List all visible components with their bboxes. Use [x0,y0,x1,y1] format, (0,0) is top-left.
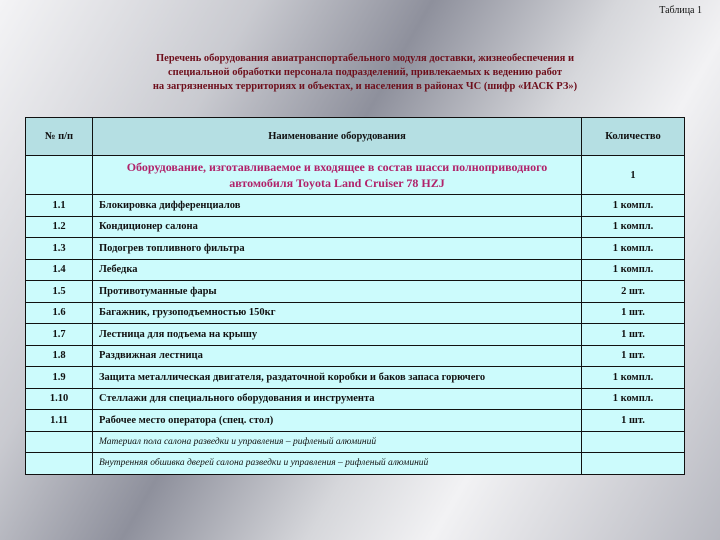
row-number: 1.2 [26,216,93,238]
table-row [26,238,685,260]
row-number: 1.9 [26,367,93,389]
row-quantity: 1 компл. [582,238,685,260]
row-quantity: 1 компл. [582,216,685,238]
row-number: 1.11 [26,410,93,432]
row-number: 1.10 [26,388,93,410]
table-row [26,216,685,238]
row-quantity: 1 компл. [582,259,685,281]
note-quantity [582,453,685,475]
row-quantity: 1 компл. [582,388,685,410]
section-row [26,156,685,195]
row-name: Блокировка дифференциалов [93,195,582,217]
row-quantity: 1 шт. [582,410,685,432]
row-number: 1.8 [26,345,93,367]
row-quantity: 1 шт. [582,345,685,367]
row-number: 1.1 [26,195,93,217]
note-number [26,453,93,475]
title-line: специальной обработки персонала подразделений, привлекаемых к ведению работ [167,67,562,78]
row-quantity: 1 компл. [582,195,685,217]
table-row [26,345,685,367]
note-text: Внутренняя обшивка дверей салона разведки и управления – рифленый алюминий [93,453,582,475]
row-number: 1.6 [26,302,93,324]
section-name: Оборудование, изготавливаемое и входящее в состав шасси полноприводного автомобиля Toyota Land Cruiser 78 HZJ [93,156,582,195]
table-row [26,281,685,303]
row-name: Кондиционер салона [93,216,582,238]
row-number: 1.5 [26,281,93,303]
table-row [26,410,685,432]
title-line: на загрязненных территориях и объектах, и населения в районах ЧС (шифр «ИАСК РЗ») [152,81,578,92]
row-quantity: 2 шт. [582,281,685,303]
document-title [100,52,630,94]
row-number: 1.3 [26,238,93,260]
row-quantity: 1 компл. [582,367,685,389]
row-name: Противотуманные фары [93,281,582,303]
section-quantity: 1 [582,156,685,195]
table-row [26,367,685,389]
header-quantity: Количество [582,118,685,156]
note-quantity [582,431,685,453]
note-text: Материал пола салона разведки и управления – рифленый алюминий [93,431,582,453]
table-row [26,324,685,346]
table-row [26,388,685,410]
header-number: № п/п [26,118,93,156]
row-name: Лестница для подъема на крышу [93,324,582,346]
row-name: Лебедка [93,259,582,281]
table-header-row [26,118,685,156]
row-quantity: 1 шт. [582,324,685,346]
row-name: Подогрев топливного фильтра [93,238,582,260]
note-row [26,453,685,475]
table-row [26,259,685,281]
row-name: Рабочее место оператора (спец. стол) [93,410,582,432]
row-quantity: 1 шт. [582,302,685,324]
title-line: Перечень оборудования авиатранспортабельного модуля доставки, жизнеобеспечения и [156,53,574,64]
note-row [26,431,685,453]
row-name: Стеллажи для специального оборудования и инструмента [93,388,582,410]
section-number [26,156,93,195]
header-name: Наименование оборудования [93,118,582,156]
row-name: Защита металлическая двигателя, раздаточной коробки и баков запаса горючего [93,367,582,389]
row-number: 1.4 [26,259,93,281]
row-number: 1.7 [26,324,93,346]
table-label: Таблица 1 [659,5,702,16]
table-row [26,195,685,217]
row-name: Раздвижная лестница [93,345,582,367]
note-number [26,431,93,453]
table-row [26,302,685,324]
row-name: Багажник, грузоподъемностью 150кг [93,302,582,324]
equipment-table [25,117,685,475]
